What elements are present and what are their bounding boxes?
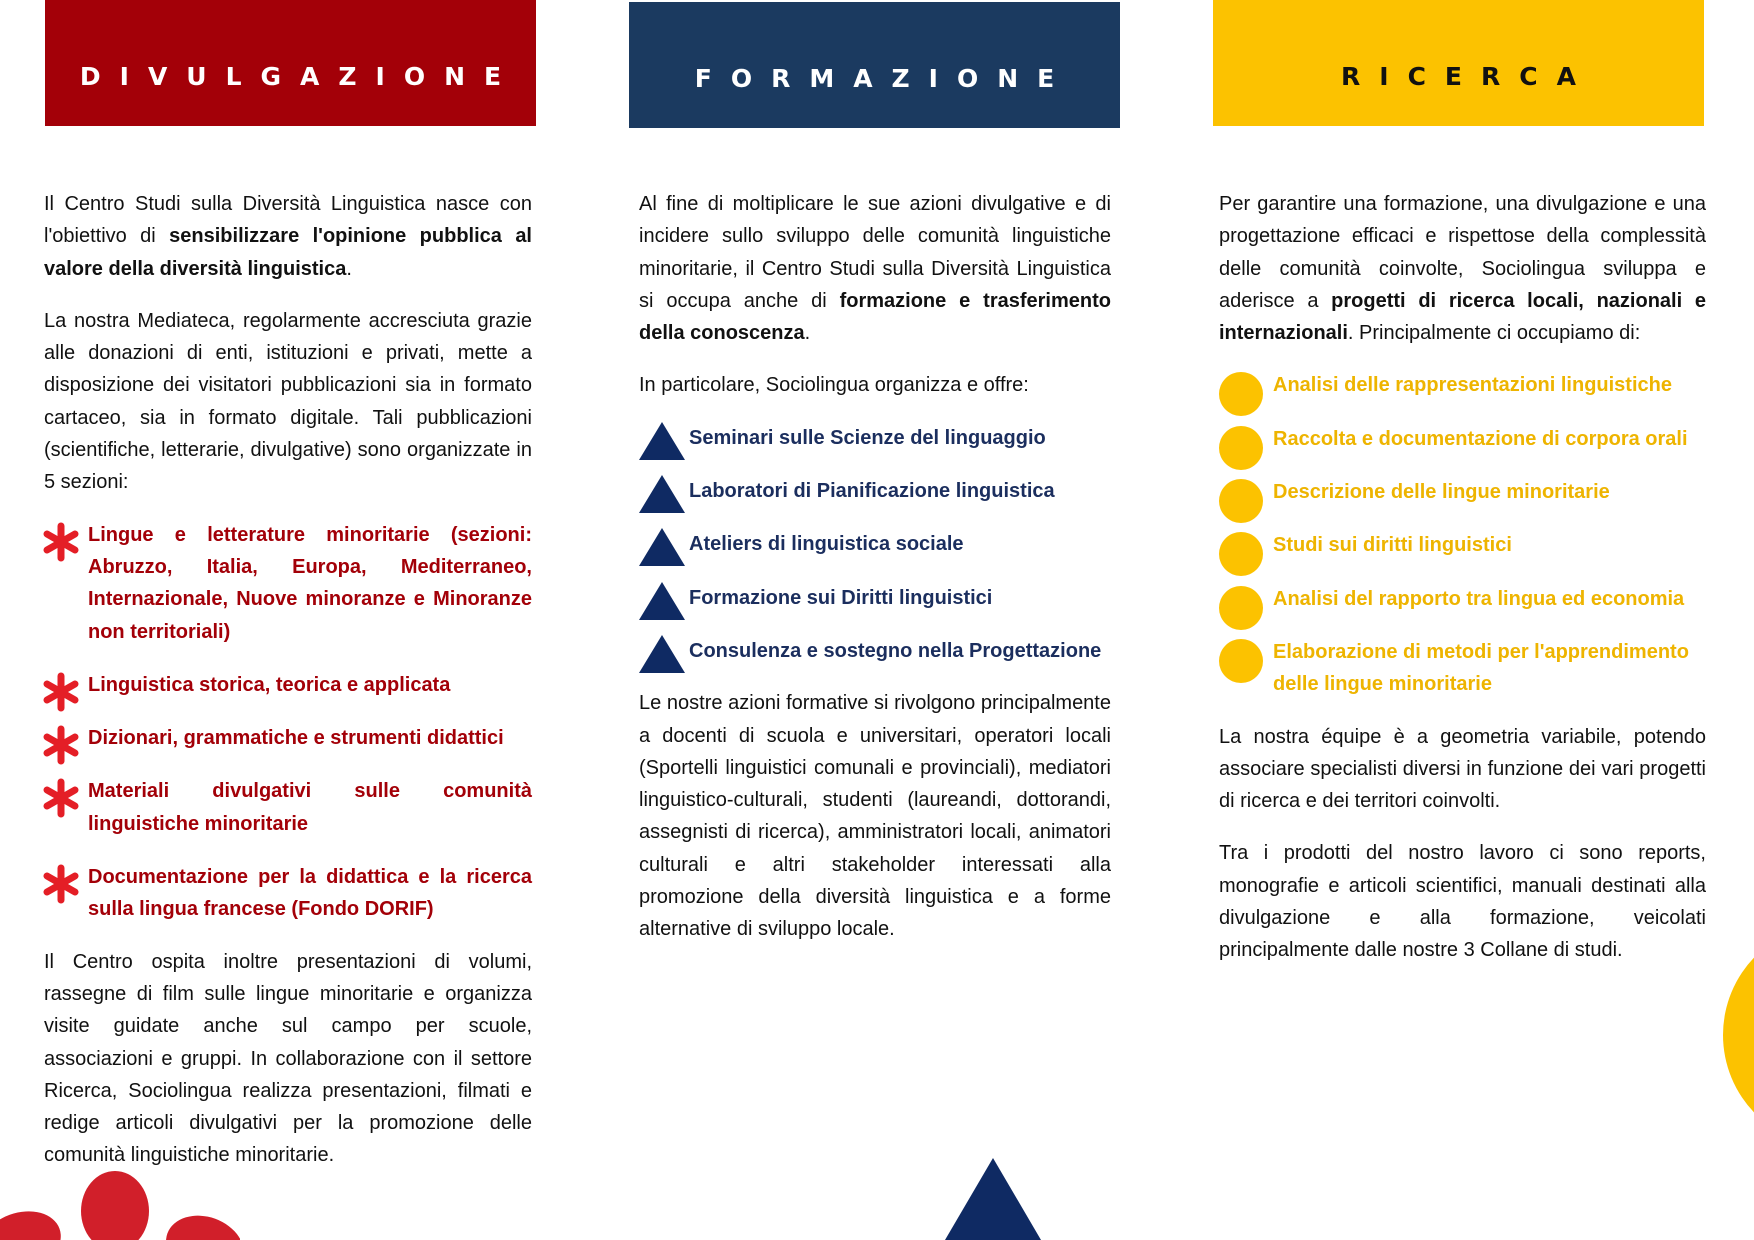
asterisk-icon	[41, 778, 81, 818]
closing-paragraph: Il Centro ospita inoltre presentazioni di volumi, rassegne di film sulle lingue minoritarie e organizza visite guidate anche sul campo per scuole, associazioni e gruppi. In collaborazione con il settore Ricerca, Sociolingua realizza presentazioni, filmati e redige articoli divulgativi per la promozione delle comunità linguistiche minoritarie.	[44, 950, 532, 1167]
asterisk-icon	[41, 522, 81, 562]
list-item: Laboratori di Pianificazione linguistica	[639, 475, 1111, 507]
banner-ricerca	[1213, 0, 1704, 126]
list-item: Dizionari, grammatiche e strumenti didattici	[44, 722, 532, 754]
circle-icon	[1219, 586, 1263, 630]
sections-list	[44, 519, 532, 926]
equipe-paragraph: La nostra équipe è a geometria variabile, potendo associare specialisti diversi in funzione dei vari progetti di ricerca e dei territori coinvolti.	[1219, 725, 1706, 813]
triangle-icon	[639, 582, 685, 620]
asterisk-icon	[41, 725, 81, 765]
triangle-icon	[639, 635, 685, 673]
circle-icon	[1219, 639, 1263, 683]
list-item: Linguistica storica, teorica e applicata	[44, 669, 532, 701]
list-item: Lingue e letterature minoritarie (sezioni: Abruzzo, Italia, Europa, Mediterraneo, Internazionale, Nuove minoranze e Minoranze non territoriali)	[44, 519, 532, 648]
asterisk-icon	[41, 864, 81, 904]
offers-list	[639, 422, 1111, 667]
flower-decoration	[0, 1165, 240, 1240]
triangle-icon	[639, 475, 685, 513]
column-divulgazione	[44, 188, 532, 1192]
products-paragraph: Tra i prodotti del nostro lavoro ci sono reports, monografie e articoli scientifici, manuali destinati alla divulgazione e alla formazione, veicolati principalmente dalle nostre 3 Collane di studi.	[1219, 842, 1706, 962]
intro-paragraph: Al fine di moltiplicare le sue azioni divulgative e di incidere sullo sviluppo delle comunità linguistiche minoritarie, il Centro Studi sulla Diversità Linguistica si occupa anche di formazione e trasferimento della conoscenza.	[639, 193, 1111, 345]
list-item: Ateliers di linguistica sociale	[639, 528, 1111, 560]
mediateca-paragraph: La nostra Mediateca, regolarmente accresciuta grazie alle donazioni di enti, istituzioni e privati, mette a disposizione dei visitatori pubblicazioni sia in formato cartaceo, sia in formato digitale. Tali pubblicazioni (scientifiche, letterarie, divulgative) sono organizzate in 5 sezioni:	[44, 309, 532, 494]
list-item: Formazione sui Diritti linguistici	[639, 582, 1111, 614]
banner-formazione	[629, 2, 1120, 128]
list-item: Materiali divulgativi sulle comunità linguistiche minoritarie	[44, 775, 532, 840]
banner-title: FORMAZIONE	[694, 64, 1074, 93]
circle-icon	[1219, 532, 1263, 576]
lead-paragraph: In particolare, Sociolingua organizza e offre:	[639, 374, 1029, 397]
list-item: Elaborazione di metodi per l'apprendimento delle lingue minoritarie	[1219, 636, 1706, 701]
triangle-icon	[639, 528, 685, 566]
triangle-icon	[639, 422, 685, 460]
list-item: Consulenza e sostegno nella Progettazione	[639, 635, 1111, 667]
list-item: Raccolta e documentazione di corpora orali	[1219, 423, 1706, 455]
closing-paragraph: Le nostre azioni formative si rivolgono principalmente a docenti di scuola e universitari, operatori locali (Sportelli linguistici comunali e provinciali), mediatori linguistico-culturali, studenti (laureandi, dottorandi, assegnisti di ricerca), amministratori locali, animatori culturali e altri stakeholder interessati alla promozione della diversità linguistica e a forme alternative di sviluppo locale.	[639, 692, 1111, 941]
banner-divulgazione	[45, 0, 536, 126]
triangle-decoration	[945, 1158, 1041, 1240]
list-item: Documentazione per la didattica e la ricerca sulla lingua francese (Fondo DORIF)	[44, 861, 532, 926]
circle-decoration	[1710, 920, 1754, 1150]
topics-list	[1219, 369, 1706, 700]
circle-icon	[1219, 426, 1263, 470]
circle-icon	[1219, 372, 1263, 416]
list-item: Descrizione delle lingue minoritarie	[1219, 476, 1706, 508]
banner-title: DIVULGAZIONE	[79, 62, 521, 91]
list-item: Analisi delle rappresentazioni linguistiche	[1219, 369, 1706, 401]
intro-paragraph: Il Centro Studi sulla Diversità Linguistica nasce con l'obiettivo di sensibilizzare l'opinione pubblica al valore della diversità linguistica.	[44, 193, 532, 280]
list-item: Analisi del rapporto tra lingua ed economia	[1219, 583, 1706, 615]
circle-icon	[1219, 479, 1263, 523]
list-item: Seminari sulle Scienze del linguaggio	[639, 422, 1111, 454]
intro-paragraph: Per garantire una formazione, una divulgazione e una progettazione efficaci e rispettose della complessità delle comunità coinvolte, Sociolingua sviluppa e aderisce a progetti di ricerca locali, nazionali e internazionali. Principalmente ci occupiamo di:	[1219, 193, 1706, 345]
asterisk-icon	[41, 672, 81, 712]
list-item: Studi sui diritti linguistici	[1219, 529, 1706, 561]
column-ricerca	[1219, 188, 1706, 987]
column-formazione	[639, 188, 1111, 966]
banner-title: RICERCA	[1341, 62, 1595, 91]
